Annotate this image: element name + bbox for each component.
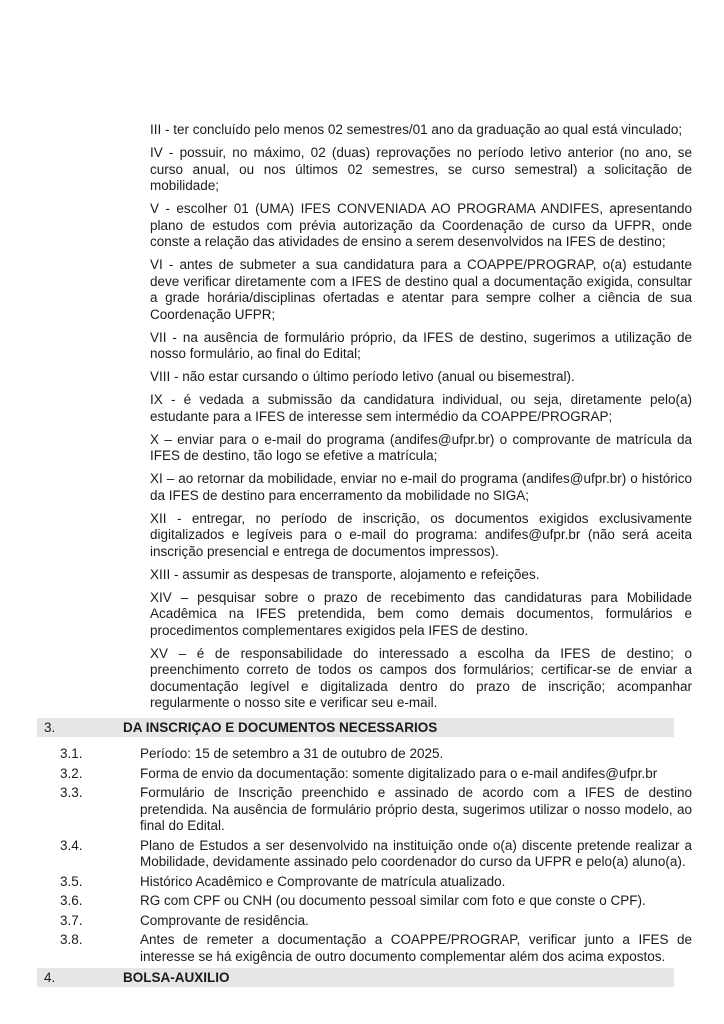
sub-item-text: RG com CPF ou CNH (ou documento pessoal similar com foto e que conste o CPF). (140, 893, 646, 908)
list-item: XII - entregar, no período de inscrição, os documentos exigidos exclusivamente digitalizados e legíveis para o e-mail do programa: andifes@ufpr.br (não será aceita inscrição presencial e entrega de documentos impressos). (150, 510, 692, 559)
sub-item-number: 3.6. (60, 893, 83, 908)
sub-item-text: Comprovante de residência. (140, 912, 309, 928)
sub-item-number: 3.5. (60, 873, 83, 889)
section-header-bolsa-auxilio (37, 968, 674, 987)
list-item (60, 746, 692, 763)
section-title: DA INSCRIÇAO E DOCUMENTOS NECESSARIOS (123, 720, 438, 735)
sub-item-number: 3.8. (60, 932, 83, 947)
list-item (60, 913, 692, 930)
section-number: 3. (44, 720, 56, 735)
list-item (60, 838, 692, 871)
sub-item-text: Histórico Acadêmico e Comprovante de matrícula atualizado. (140, 873, 506, 889)
list-item: III - ter concluído pelo menos 02 semestres/01 ano da graduação ao qual está vinculado; (150, 122, 683, 137)
inscription-sub-list (0, 737, 724, 965)
sub-item-text: Plano de Estudos a ser desenvolvido na instituição onde o(a) discente pretende realizar a Mobilidade, devidamente assinado pelo coordenador do curso da UFPR e pelo(a) aluno(a). (140, 837, 692, 869)
sub-item-number: 3.3. (60, 785, 83, 800)
list-item: XV – é de responsabilidade do interessado a escolha da IFES de destino; o preenchimento correto de todos os campos dos formulários; certificar-se de enviar a documentação legível e digitalizada dentro do prazo de inscrição; acompanhar regularmente o nosso site e verificar seu e-mail. (150, 645, 692, 710)
list-item: IX - é vedada a submissão da candidatura individual, ou seja, diretamente pelo(a) estudante para a IFES de interesse sem intermédio da COAPPE/PROGRAP; (150, 392, 692, 424)
list-item (60, 932, 692, 965)
sub-item-number: 3.2. (60, 765, 83, 781)
list-item: XIV – pesquisar sobre o prazo de recebimento das candidaturas para Mobilidade Acadêmica na IFES pretendida, bem como demais documentos, formulários e procedimentos complementares exigidos pela IFES de destino. (150, 589, 692, 638)
list-item: V - escolher 01 (UMA) IFES CONVENIADA AO PROGRAMA ANDIFES, apresentando plano de estudos com prévia autorização da Coordenação de curso da UFPR, onde conste a relação das atividades de ensino a serem desenvolvidos na IFES de destino; (150, 201, 692, 249)
sub-item-text: Formulário de Inscrição preenchido e assinado de acordo com a IFES de destino pretendida. Na ausência de formulário próprio desta, sugerimos utilizar o nosso modelo, ao final do Edital. (140, 785, 692, 833)
list-item: VIII - não estar cursando o último período letivo (anual ou bisemestral). (150, 369, 575, 384)
list-item (60, 785, 692, 835)
sub-item-number: 3.7. (60, 912, 83, 928)
sub-item-number: 3.4. (60, 837, 83, 853)
list-item (60, 874, 692, 891)
list-item: XIII - assumir as despesas de transporte, alojamento e refeições. (150, 566, 540, 582)
section-title: BOLSA-AUXILIO (123, 970, 230, 985)
list-item: XI – ao retornar da mobilidade, enviar no e-mail do programa (andifes@ufpr.br) o histórico da IFES de destino para encerramento da mobilidade no SIGA; (150, 471, 692, 503)
sub-item-text: Antes de remeter a documentação a COAPPE/PROGRAP, verificar junto a IFES de interesse se há exigência de outro documento complementar além dos acima expostos. (140, 932, 692, 964)
list-item: VII - na ausência de formulário próprio, da IFES de destino, sugerimos a utilização de nosso formulário, ao final do Edital; (150, 329, 692, 361)
sub-item-number: 3.1. (60, 746, 83, 761)
list-item (60, 893, 692, 910)
list-item: IV - possuir, no máximo, 02 (duas) reprovações no período letivo anterior (no ano, se curso anual, ou nos últimos 02 semestres, se curso semestral) a solicitação de mobilidade; (150, 145, 692, 193)
list-item: X – enviar para o e-mail do programa (andifes@ufpr.br) o comprovante de matrícula da IFES de destino, tão logo se efetive a matrícula; (150, 431, 692, 463)
list-item (60, 766, 692, 783)
sub-item-text: Forma de envio da documentação: somente digitalizado para o e-mail andifes@ufpr.br (140, 765, 658, 781)
sub-item-text: Período: 15 de setembro a 31 de outubro de 2025. (140, 746, 444, 761)
section-number: 4. (44, 970, 56, 985)
list-item: VI - antes de submeter a sua candidatura para a COAPPE/PROGRAP, o(a) estudante deve verificar diretamente com a IFES de destino qual a documentação exigida, consultar a grade horária/disciplinas ofertadas e atentar para sempre colher a ciência de sua Coordenação UFPR; (150, 257, 692, 322)
section-header-inscricao (37, 718, 674, 737)
